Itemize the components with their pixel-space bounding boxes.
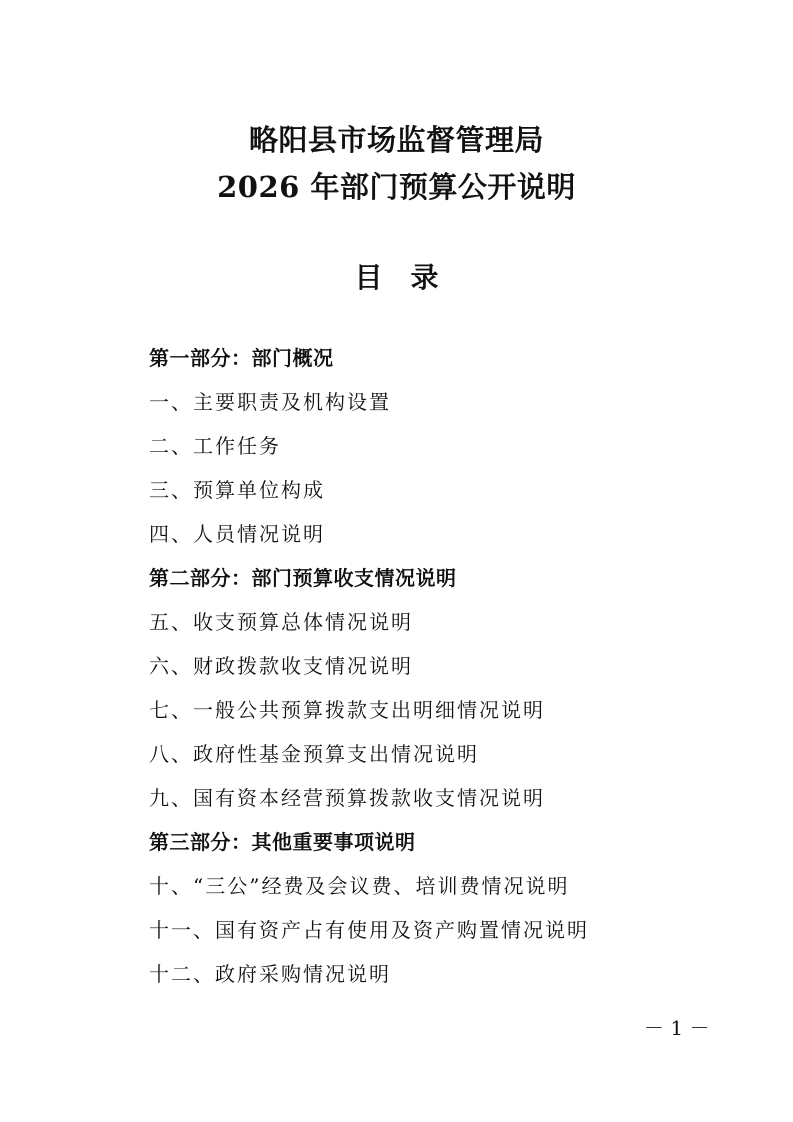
toc-entry: 十一、国有资产占有使用及资产购置情况说明 [149,918,589,942]
toc-entry: 九、国有资本经营预算拨款收支情况说明 [149,786,545,810]
toc-entry: 一、主要职责及机构设置 [149,390,391,414]
toc-entry: 第二部分：部门预算收支情况说明 [149,566,457,590]
toc-entry: 八、政府性基金预算支出情况说明 [149,742,479,766]
table-of-contents [149,343,729,1003]
toc-heading: 目录 [354,261,467,294]
toc-entry: 二、工作任务 [149,434,281,458]
toc-entry: 七、一般公共预算拨款支出明细情况说明 [149,698,545,722]
toc-entry: 三、预算单位构成 [149,478,325,502]
toc-entry: 四、人员情况说明 [149,522,325,546]
page-number: － 1 － [644,1016,710,1040]
toc-entry: 六、财政拨款收支情况说明 [149,654,413,678]
document-title: 略阳县市场监督管理局 [248,123,544,157]
toc-entry: 第一部分：部门概况 [149,346,334,370]
document-subtitle: 2026 年部门预算公开说明 [217,170,576,204]
toc-entry: 五、收支预算总体情况说明 [149,610,413,634]
toc-entry: 十、“三公”经费及会议费、培训费情况说明 [149,874,570,898]
toc-entry: 十二、政府采购情况说明 [149,962,391,986]
toc-entry: 第三部分：其他重要事项说明 [149,830,416,854]
